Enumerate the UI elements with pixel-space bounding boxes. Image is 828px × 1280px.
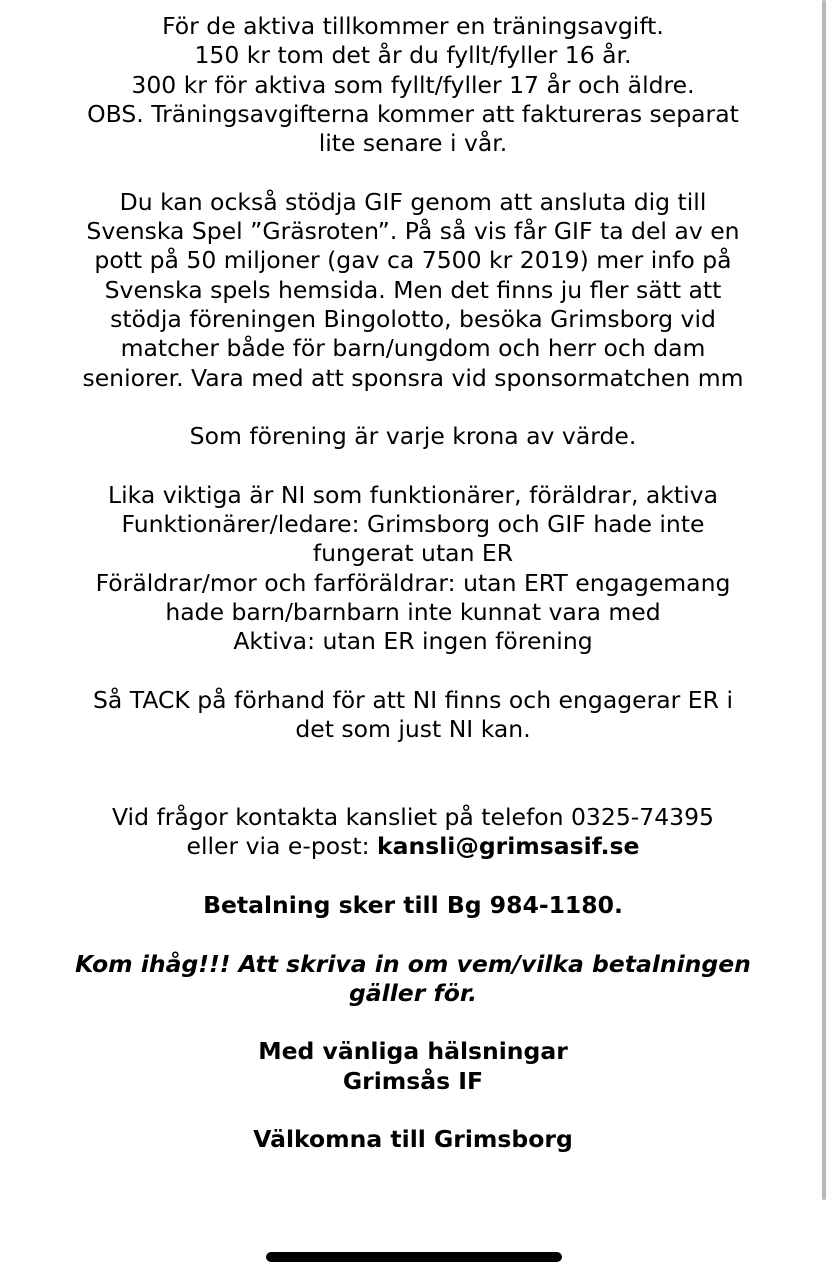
home-indicator-bar[interactable] bbox=[266, 1252, 562, 1262]
payment-line: Betalning sker till Bg 984-1180. bbox=[203, 890, 623, 919]
training-fee-paragraph bbox=[48, 12, 778, 158]
support-line: stödja föreningen Bingolotto, besöka Grimsborg vid bbox=[110, 304, 716, 333]
contact-phone-line: Vid frågor kontakta kansliet på telefon 0325-74395 bbox=[111, 803, 715, 832]
support-paragraph bbox=[48, 188, 778, 393]
support-line: matcher både för barn/ungdom och herr och dam bbox=[120, 334, 706, 363]
fee-line: OBS. Träningsavgifterna kommer att faktureras separat bbox=[87, 99, 739, 128]
signoff-club-name: Grimsås IF bbox=[342, 1066, 484, 1095]
contact-email-line bbox=[48, 832, 778, 861]
support-line: seniorer. Vara med att sponsra vid sponsormatchen mm bbox=[82, 363, 744, 392]
reminder-line: gäller för. bbox=[348, 978, 478, 1007]
fee-line: 300 kr för aktiva som fyllt/fyller 17 år och äldre. bbox=[131, 70, 695, 99]
thanks-line: det som just NI kan. bbox=[295, 715, 531, 744]
support-line: Svenska spels hemsida. Men det finns ju fler sätt att bbox=[104, 275, 722, 304]
value-paragraph bbox=[48, 422, 778, 451]
importance-line: hade barn/barnbarn inte kunnat vara med bbox=[165, 597, 661, 626]
signoff-paragraph bbox=[48, 1037, 778, 1096]
contact-email-prefix: eller via e-post: bbox=[186, 832, 378, 861]
support-line: Svenska Spel ”Gräsroten”. På så vis får GIF ta del av en bbox=[86, 217, 740, 246]
importance-line: Föräldrar/mor och farföräldrar: utan ERT engagemang bbox=[95, 568, 731, 597]
article-body bbox=[48, 12, 778, 1184]
support-line: Du kan också stödja GIF genom att ansluta dig till bbox=[119, 187, 707, 216]
signoff-greeting: Med vänliga hälsningar bbox=[258, 1037, 568, 1066]
reminder-paragraph bbox=[48, 950, 778, 1009]
thanks-line: Så TACK på förhand för att NI finns och engagerar ER i bbox=[93, 685, 733, 714]
importance-line: Lika viktiga är NI som funktionärer, föräldrar, aktiva bbox=[108, 480, 718, 509]
fee-line: lite senare i vår. bbox=[318, 129, 508, 158]
importance-line: fungerat utan ER bbox=[312, 539, 514, 568]
welcome-paragraph bbox=[48, 1125, 778, 1154]
email-link[interactable]: kansli@grimsasif.se bbox=[377, 832, 640, 861]
contact-paragraph bbox=[48, 803, 778, 862]
payment-paragraph bbox=[48, 891, 778, 920]
welcome-line: Välkomna till Grimsborg bbox=[253, 1125, 573, 1154]
thanks-paragraph bbox=[48, 686, 778, 745]
importance-line: Funktionärer/ledare: Grimsborg och GIF hade inte bbox=[121, 510, 705, 539]
importance-paragraph bbox=[48, 481, 778, 657]
scrollbar[interactable] bbox=[822, 0, 826, 1200]
reminder-line: Kom ihåg!!! Att skriva in om vem/vilka betalningen bbox=[75, 949, 751, 978]
importance-line: Aktiva: utan ER ingen förening bbox=[233, 627, 593, 656]
fee-line: 150 kr tom det år du fyllt/fyller 16 år. bbox=[194, 41, 632, 70]
support-line: pott på 50 miljoner (gav ca 7500 kr 2019) mer info på bbox=[94, 246, 732, 275]
value-line: Som förening är varje krona av värde. bbox=[189, 422, 637, 451]
fee-line: För de aktiva tillkommer en träningsavgift. bbox=[162, 12, 664, 40]
